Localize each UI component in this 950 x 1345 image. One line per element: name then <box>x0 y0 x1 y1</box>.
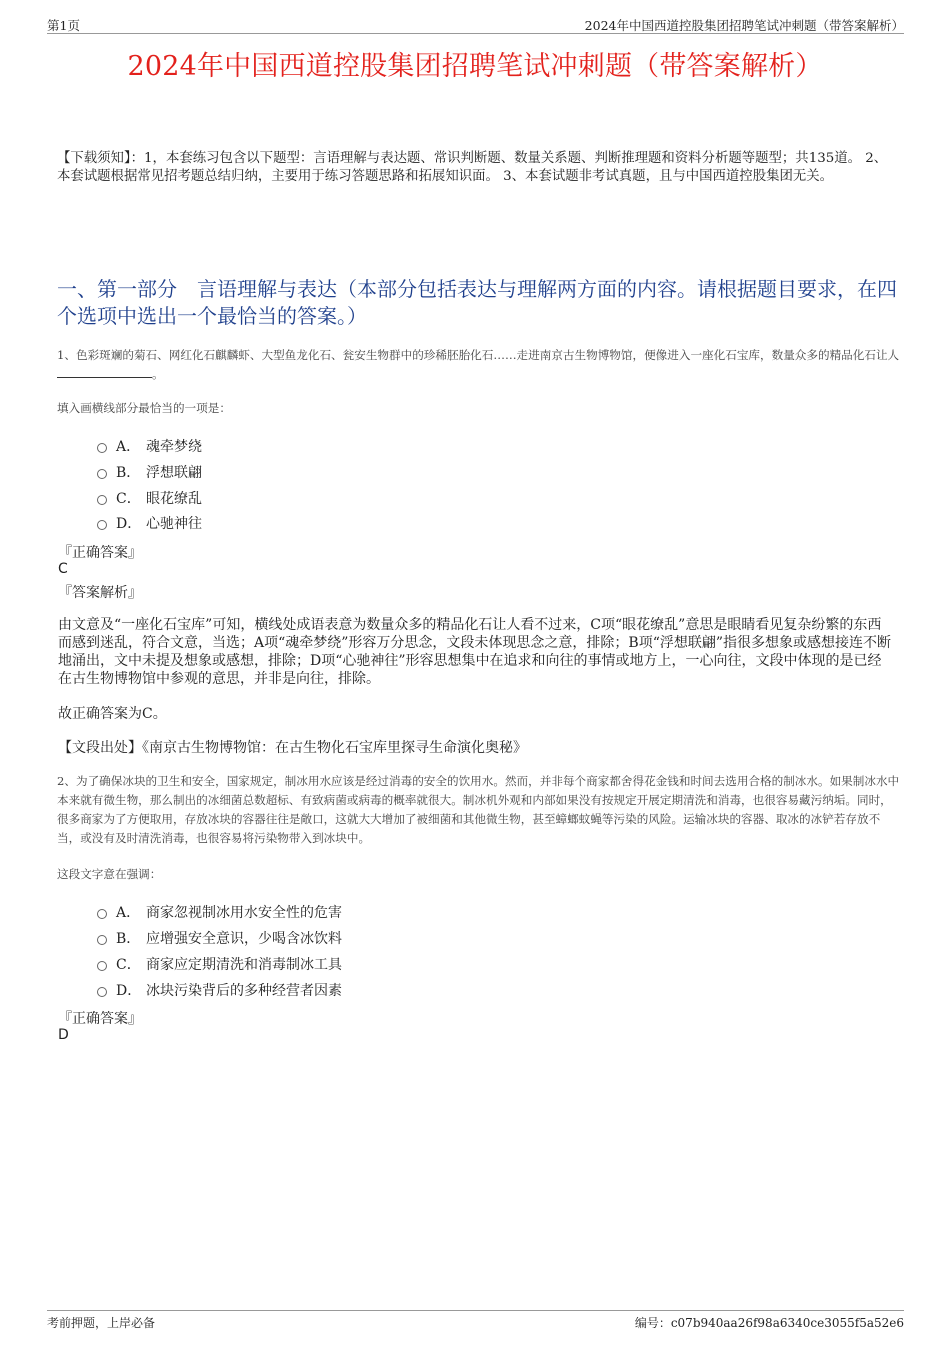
option-text: 眼花缭乱 <box>146 491 202 507</box>
option-letter: B． <box>116 931 141 947</box>
question-1-prompt: 填入画横线部分最恰当的一项是： <box>57 401 231 415</box>
question-1-analysis-label: 『答案解析』 <box>58 585 142 601</box>
option-letter: A． <box>116 905 141 921</box>
question-1-stem-end: 。 <box>152 367 164 381</box>
question-2-option-b[interactable] <box>97 928 342 948</box>
option-text: 浮想联翩 <box>146 465 202 481</box>
option-text: 商家忽视制冰用水安全性的危害 <box>146 905 342 921</box>
question-2-prompt: 这段文字意在强调： <box>57 867 162 881</box>
question-1-stem-text: 1、色彩斑斓的菊石、网红化石麒麟虾、大型鱼龙化石、瓮安生物群中的珍稀胚胎化石……走进南京古生物博物馆，便像进入一座化石宝库，数量众多的精品化石让人 <box>57 348 900 362</box>
question-1-source: 【文段出处】《南京古生物博物馆：在古生物化石宝库里探寻生命演化奥秘》 <box>58 740 527 756</box>
option-text: 应增强安全意识，少喝含冰饮料 <box>146 931 342 947</box>
option-letter: C． <box>116 491 141 507</box>
question-1-answer-label: 『正确答案』 <box>58 545 142 561</box>
option-text: 魂牵梦绕 <box>146 439 202 455</box>
option-text: 心驰神往 <box>146 516 202 532</box>
question-2-stem: 2、为了确保冰块的卫生和安全，国家规定，制冰用水应该是经过消毒的安全的饮用水。然而，并非每个商家都舍得花金钱和时间去选用合格的制冰水。如果制冰水中本来就有微生物，那么制出的冰细菌总数超标、有致病菌或病毒的概率就很大。制冰机外观和内部如果没有按规定开展定期清洗和消毒，也很容易藏污纳垢。同时，很多商家为了方便取用，存放冰块的容器往往是敞口，这就大大增加了被细菌和其他微生物，甚至蟑螂蚊蝇等污染的风险。运输冰块的容器、取冰的冰铲若存放不当，或没有及时清洗消毒，也很容易将污染物带入到冰块中。 <box>57 774 900 845</box>
radio-icon[interactable] <box>97 495 107 505</box>
section-heading: 一、第一部分 言语理解与表达（本部分包括表达与理解两方面的内容。请根据题目要求，在四个选项中选出一个最恰当的答案。） <box>57 277 897 328</box>
option-letter: D． <box>116 516 142 532</box>
question-1-stem <box>57 346 902 384</box>
option-letter: D． <box>116 983 142 999</box>
question-1-conclusion: 故正确答案为C。 <box>58 706 167 722</box>
option-text: 冰块污染背后的多种经营者因素 <box>146 983 342 999</box>
radio-icon[interactable] <box>97 469 107 479</box>
radio-icon[interactable] <box>97 935 107 945</box>
question-1-analysis: 由文意及“一座化石宝库”可知，横线处成语表意为数量众多的精品化石让人看不过来，C项“眼花缭乱”意思是眼睛看见复杂纷繁的东西而感到迷乱，符合文意，当选；A项“魂牵梦绕”形容万分思念，文段未体现思念之意，排除；B项“浮想联翩”指很多想象或感想接连不断地涌出，文中未提及想象或感想，排除；D项“心驰神往”形容思想集中在追求和向往的事情或地方上，一心向往，文段中体现的是已经在古生物博物馆中参观的意思，并非是向往，排除。 <box>58 617 892 687</box>
radio-icon[interactable] <box>97 987 107 997</box>
header-divider <box>47 33 904 34</box>
question-1-answer: C <box>58 561 68 577</box>
option-letter: C． <box>116 957 141 973</box>
question-2-answer-label: 『正确答案』 <box>58 1011 142 1027</box>
option-letter: A． <box>116 439 141 455</box>
question-2-option-d[interactable] <box>97 980 342 1000</box>
radio-icon[interactable] <box>97 961 107 971</box>
radio-icon[interactable] <box>97 443 107 453</box>
footer-divider <box>47 1310 904 1311</box>
option-letter: B． <box>116 465 141 481</box>
question-1-option-a[interactable] <box>97 436 202 456</box>
radio-icon[interactable] <box>97 520 107 530</box>
question-1-option-d[interactable] <box>97 513 202 533</box>
question-2-option-a[interactable] <box>97 902 342 922</box>
option-text: 商家应定期清洗和消毒制冰工具 <box>146 957 342 973</box>
question-2-answer: D <box>58 1027 69 1043</box>
question-1-option-b[interactable] <box>97 462 202 482</box>
document-id: 编号：c07b940aa26f98a6340ce3055f5a52e6 <box>634 1316 904 1330</box>
running-header: 2024年中国西道控股集团招聘笔试冲刺题（带答案解析） <box>584 18 904 33</box>
page-number: 第1页 <box>47 18 80 33</box>
footer-slogan: 考前押题，上岸必备 <box>47 1316 156 1330</box>
answer-blank <box>57 365 152 378</box>
radio-icon[interactable] <box>97 909 107 919</box>
question-2-option-c[interactable] <box>97 954 342 974</box>
document-title: 2024年中国西道控股集团招聘笔试冲刺题（带答案解析） <box>127 51 823 82</box>
question-1-option-c[interactable] <box>97 488 202 508</box>
download-notice: 【下载须知】：1，本套练习包含以下题型：言语理解与表达题、常识判断题、数量关系题、判断推理题和资料分析题等题型；共135道。 2、本套试题根据常见招考题总结归纳，主要用于练习答题思路和拓展知识面。 3、本套试题非考试真题，且与中国西道控股集团无关。 <box>57 151 888 184</box>
